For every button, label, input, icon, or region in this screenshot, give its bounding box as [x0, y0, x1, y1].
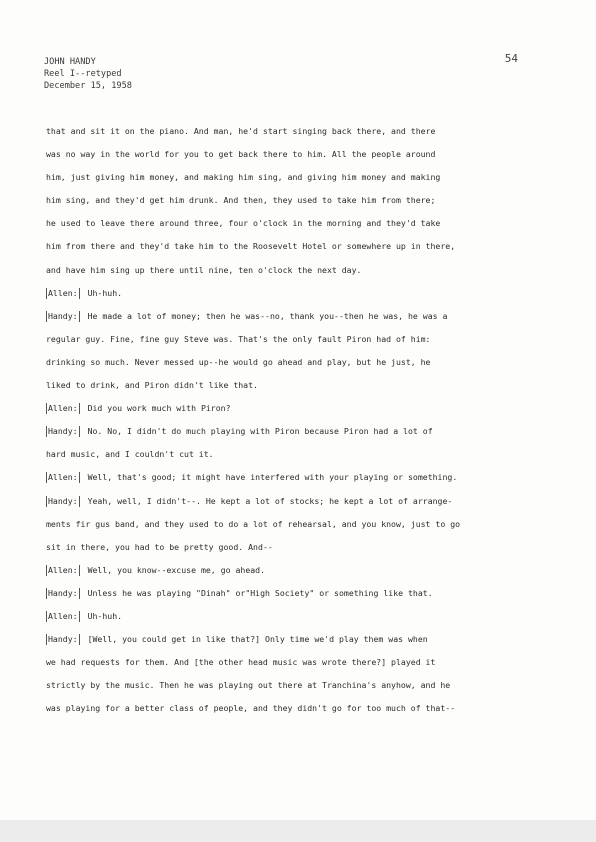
transcript-line: [46, 305, 526, 328]
line-text: No. No, I didn't do much playing with Piron because Piron had a lot of: [87, 426, 433, 437]
line-text: ments fir gus band, and they used to do a lot of rehearsal, and you know, just to go: [46, 518, 461, 529]
transcript-line: [46, 143, 526, 166]
transcript-line: [46, 651, 526, 674]
transcript-line: [46, 513, 526, 536]
speaker-label: Handy:: [48, 634, 78, 645]
line-text: him, just giving him money, and making him sing, and giving him money and making: [46, 172, 441, 183]
transcript-line: [46, 212, 526, 235]
line-text: Yeah, well, I didn't--. He kept a lot of stocks; he kept a lot of arrange-: [87, 495, 453, 506]
line-text: and have him sing up there until nine, ten o'clock the next day.: [46, 264, 362, 275]
line-text: Uh-huh.: [87, 610, 123, 621]
line-text: regular guy. Fine, fine guy Steve was. That's the only fault Piron had of him:: [46, 333, 431, 344]
line-text: Well, you know--excuse me, go ahead.: [87, 564, 266, 575]
speaker-label: Allen:: [48, 564, 78, 575]
transcript-line: [46, 420, 526, 443]
line-text: Well, that's good; it might have interfered with your playing or something.: [87, 472, 458, 483]
speaker-label: Handy:: [48, 426, 78, 437]
header-reel: Reel I--retyped: [44, 69, 122, 79]
page-number: 54: [504, 52, 518, 65]
line-text: we had requests for them. And [the other head music was wrote there?] played it: [46, 657, 436, 668]
scan-bottom-edge: [0, 820, 596, 842]
line-text: Did you work much with Piron?: [87, 403, 231, 414]
transcript-body: [46, 120, 526, 720]
transcript-line: [46, 259, 526, 282]
transcript-line: [46, 628, 526, 651]
document-header: [44, 56, 132, 92]
header-name: JOHN HANDY: [44, 57, 96, 67]
transcript-line: [46, 397, 526, 420]
transcript-line: [46, 328, 526, 351]
line-text: He made a lot of money; then he was--no, thank you--then he was, he was a: [87, 310, 448, 321]
transcript-line: [46, 674, 526, 697]
line-text: him sing, and they'd get him drunk. And then, they used to take him from there;: [46, 195, 436, 206]
line-text: liked to drink, and Piron didn't like that.: [46, 380, 258, 391]
transcript-line: [46, 536, 526, 559]
transcript-line: [46, 605, 526, 628]
transcript-line: [46, 490, 526, 513]
transcript-line: [46, 120, 526, 143]
line-text: sit in there, you had to be pretty good. And--: [46, 541, 273, 552]
transcript-line: [46, 582, 526, 605]
header-date: December 15, 1958: [44, 81, 132, 91]
transcript-line: [46, 466, 526, 489]
speaker-label: Allen:: [48, 287, 78, 298]
transcript-line: [46, 351, 526, 374]
line-text: was no way in the world for you to get back there to him. All the people around: [46, 149, 436, 160]
speaker-label: Allen:: [48, 472, 78, 483]
line-text: Uh-huh.: [87, 287, 123, 298]
line-text: was playing for a better class of people, and they didn't go for too much of that--: [46, 703, 456, 714]
speaker-label: Allen:: [48, 610, 78, 621]
speaker-label: Allen:: [48, 403, 78, 414]
line-text: Unless he was playing "Dinah" or"High Society" or something like that.: [87, 587, 433, 598]
line-text: hard music, and I couldn't cut it.: [46, 449, 214, 460]
transcript-line: [46, 166, 526, 189]
speaker-label: Handy:: [48, 495, 78, 506]
transcript-line: [46, 443, 526, 466]
line-text: he used to leave there around three, four o'clock in the morning and they'd take: [46, 218, 441, 229]
speaker-label: Handy:: [48, 587, 78, 598]
line-text: that and sit it on the piano. And man, he'd start singing back there, and there: [46, 126, 436, 136]
line-text: drinking so much. Never messed up--he would go ahead and play, but he just, he: [46, 356, 431, 367]
speaker-label: Handy:: [48, 310, 78, 321]
line-text: him from there and they'd take him to the Roosevelt Hotel or somewhere up in there,: [46, 241, 456, 252]
transcript-line: [46, 235, 526, 258]
transcript-line: [46, 697, 526, 720]
transcript-line: [46, 189, 526, 212]
transcript-line: [46, 282, 526, 305]
line-text: [Well, you could get in like that?] Only time we'd play them was when: [87, 634, 428, 645]
transcript-line: [46, 374, 526, 397]
transcript-line: [46, 559, 526, 582]
line-text: strictly by the music. Then he was playing out there at Tranchina's anyhow, and he: [46, 680, 451, 691]
